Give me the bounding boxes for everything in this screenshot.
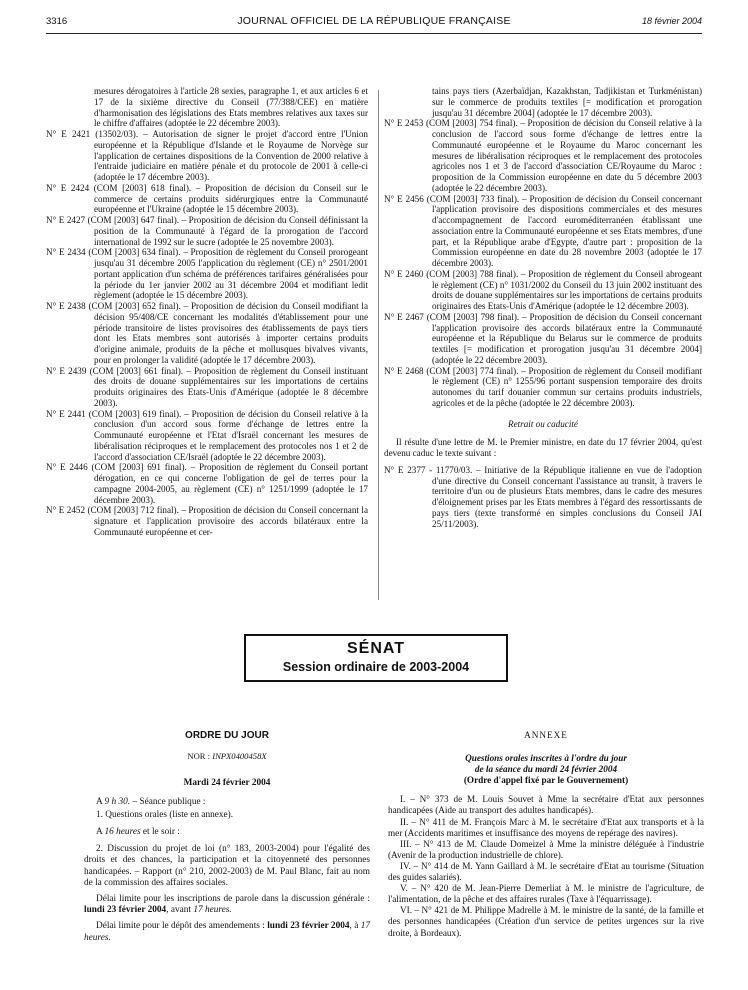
header-rule — [46, 33, 702, 34]
list-item: N° E 2439 (COM [2003] 661 final). – Proposition de règlement du Conseil instituant des droits de douane supplémentaires sur les importations de certains produits originaires des Etats-Unis d'Amérique (adoptée le 8 décembre 2003). — [46, 365, 368, 408]
list-item: N° E 2460 (COM [2003] 788 final). – Proposition de règlement du Conseil abrogeant le règlement (CE) n° 1031/2002 du Conseil du 13 juin 2002 instituant des droits de douane supplémentaires sur les importations de certains produits originaires des Etats-Unis d'Amérique (adoptée le 12 décembre 2003). — [384, 268, 702, 311]
ordre-du-jour — [84, 730, 370, 944]
session-day: Mardi 24 février 2004 — [183, 778, 271, 789]
list-item: N° E 2456 (COM [2003] 733 final). – Proposition de décision du Conseil concernant l'application provisoire des dispositions commerciales et des mesures d'accompagnement de l'accord euroméditerranéen établissant une association entre la Communauté européenne et ses Etats membres, d'une part, et la République arabe d'Egypte, d'autre part : proposition de la Commission européenne en date du 28 novembre 2003 (adoptée le 17 décembre 2003). — [384, 193, 702, 268]
retrait-intro: Il résulte d'une lettre de M. le Premier ministre, en date du 17 février 2004, qu'est devenu caduc le texte suivant : — [384, 437, 702, 458]
retrait-heading: Retrait ou caducité — [508, 418, 578, 429]
annexe-title: Questions orales inscrites à l'ordre du jour — [465, 753, 627, 764]
list-item: N° E 2452 (COM [2003] 712 final). – Proposition de décision du Conseil concernant la signature et l'application provisoire des accords bilatéraux entre la Communauté européenne et cer- — [46, 505, 368, 537]
list-item: N° E 2427 (COM [2003] 647 final). – Proposition de décision du Conseil définissant la position de la Communauté à l'égard de la prorogation de l'accord international de 1992 sur le sucre (adoptée le 25 novembre 2003). — [46, 215, 369, 247]
paragraph: 2. Discussion du projet de loi (n° 183, 2003-2004) pour l'égalité des droits et des chances, la participation et la citoyenneté des personnes handicapées. – Rapport (n° 210, 2002-2003) de M. Paul Blanc, fait au nom de la commission des affaires sociales. — [84, 844, 370, 888]
question-item: VI. – N° 421 de M. Philippe Madrelle à M. le ministre de la santé, de la famille et des personnes handicapées (Création d'un service de petites urgences sur la rive droite, à Bordeaux). — [388, 905, 704, 938]
list-item: N° E 2421 (13502/03). – Autorisation de signer le projet d'accord entre l'Union européenne et la République d'Islande et le Royaume de Norvège sur l'application de certaines dispositions de la Convention de 2000 relative à l'entraide judiciaire en matière pénale et du protocole de 2001 à celle-ci (adoptée le 17 décembre 2003). — [46, 129, 368, 182]
annexe-title-date: de la séance du mardi 24 février 2004 — [474, 764, 618, 775]
ordre-heading: ORDRE DU JOUR — [185, 730, 269, 741]
senat-title: SÉNAT — [346, 640, 406, 657]
retrait-entry: N° E 2377 - 11770/03. – Initiative de la République italienne en vue de l'adoption d'une directive du Conseil concernant l'assistance au transit, à travers le territoire d'un ou de plusieurs Etats membres, dans le cadre des mesures d'éloignement prises par les Etats membres à l'égard des ressortissants de pays tiers (texte transformé en simples conclusions du Conseil JAI 25/11/2003). — [384, 464, 702, 529]
list-item: N° E 2424 (COM [2003] 618 final). – Proposition de décision du Conseil sur le commerce de certains produits sidérurgiques entre la Communauté européenne et l'Ukraine (adoptée le 15 décembre 2003). — [46, 182, 368, 215]
journal-title: JOURNAL OFFICIEL DE LA RÉPUBLIQUE FRANÇAISE — [237, 15, 511, 27]
list-item: tains pays tiers (Azerbaïdjan, Kazakhstan, Tadjikistan et Turkménistan) sur le commerce de produits textiles [= modification et prorogation jusqu'au 31 décembre 2004] (adoptée le 17 décembre 2003). — [432, 86, 702, 118]
question-item: II. – N° 411 de M. François Marc à M. le secrétaire d'Etat aux transports et à la mer (Accidents maritimes et insuffisance des moyens de repérage des navires). — [388, 816, 704, 838]
nor-line: NOR : INPX0400458X — [187, 751, 267, 762]
senat-subtitle: Session ordinaire de 2003-2004 — [282, 660, 470, 674]
list-item: N° E 2453 (COM [2003] 754 final). – Proposition de décision du Conseil relative à la conclusion de l'accord sous forme d'échange de lettres entre la Communauté européenne et le Royaume du Maroc concernant les mesures de libéralisation réciproques et le remplacement des protocoles agricoles nos 1 et 3 de l'accord d'association CE/Royaume du Maroc : proposition de la Commission européenne en date du 5 décembre 2003 (adoptée le 22 décembre 2003). — [384, 118, 702, 193]
page-number: 3316 — [46, 16, 68, 27]
annexe — [388, 730, 704, 939]
question-item: IV. – N° 414 de M. Yann Gaillard à M. le secrétaire d'Etat au tourisme (Situation des guides salariés). — [388, 860, 704, 883]
list-item: N° E 2434 (COM [2003] 634 final). – Proposition de règlement du Conseil prorogeant jusqu'au 31 décembre 2005 l'application du règlement (CE) n° 2501/2001 portant application d'un schéma de préférences tarifaires généralisées pour la période du 1er janvier 2002 au 31 décembre 2004 et modifiant ledit règlement (adoptée le 15 décembre 2003). — [46, 247, 368, 301]
annexe-heading: ANNEXE — [524, 730, 568, 740]
top-left-column — [46, 86, 368, 538]
page-header — [46, 14, 702, 30]
paragraph: A 9 h 30. – Séance publique : — [96, 796, 206, 807]
list-item: N° E 2468 (COM [2003] 774 final). – Proposition de règlement du Conseil modifiant le règlement (CE) n° 1255/96 portant suspension temporaire des droits autonomes du tarif douanier commun sur certains produits industriels, agricoles et de la pêche (adoptée le 22 décembre 2003). — [384, 365, 702, 408]
list-item: N° E 2467 (COM [2003] 798 final). – Proposition de décision du Conseil concernant l'application provisoire des accords bilatéraux entre la Communauté européenne et la République du Belarus sur le commerce de produits textiles [= modification et prorogation jusqu'au 31 décembre 2004] (adoptée le 22 décembre 2003). — [384, 311, 702, 365]
paragraph: 1. Questions orales (liste en annexe). — [96, 809, 234, 820]
annexe-order-note: (Ordre d'appel fixé par le Gouvernement) — [463, 775, 629, 786]
list-item: N° E 2446 (COM [2003] 691 final). – Proposition de règlement du Conseil portant dérogation, en ce qui concerne l'obligation de gel de terres pour la campagne 2004-2005, au règlement (CE) n° 1251/1999 (adoptée le 17 décembre 2003). — [46, 462, 368, 505]
column-divider — [378, 90, 379, 600]
paragraph: A 16 heures et le soir : — [96, 827, 180, 838]
list-item: mesures dérogatoires à l'article 28 sexies, paragraphe 1, et aux articles 6 et 17 de la sixième directive du Conseil (77/388/CEE) en matière d'harmonisation des législations des Etats membres relatives aux taxes sur le chiffre d'affaires (adoptée le 22 décembre 2003). — [94, 86, 368, 129]
question-item: I. – N° 373 de M. Louis Souvet à Mme la secrétaire d'Etat aux personnes handicapées (Aide au transport des adultes handicapés). — [388, 794, 704, 816]
senat-banner — [244, 634, 508, 682]
list-item: N° E 2438 (COM [2003] 652 final). – Proposition de décision du Conseil modifiant la décision 95/408/CE concernant les modalités d'établissement pour une période transitoire de listes provisoires des établissements de pays tiers dont les Etats membres sont autorisés à importer certains produits d'origine animale, produits de la pêche et mollusques bivalves vivants, pour en prolonger la validité (adoptée le 17 décembre 2003). — [46, 301, 368, 365]
paragraph: Délai limite pour les inscriptions de parole dans la discussion générale : lundi 23 février 2004, avant 17 heures. — [84, 894, 370, 916]
top-right-column — [384, 86, 702, 529]
list-item: N° E 2441 (COM [2003] 619 final). – Proposition de décision du Conseil relative à la conclusion d'un accord sous forme d'échange de lettres entre la Communauté européenne et l'Etat d'Israël concernant les mesures de libéralisation réciproques et le remplacement des protocoles nos 1 et 2 de l'accord d'association CE/Israël (adoptée le 22 décembre 2003). — [46, 408, 368, 462]
issue-date: 18 février 2004 — [641, 16, 702, 26]
paragraph: Délai limite pour le dépôt des amendements : lundi 23 février 2004, à 17 heures. — [84, 921, 370, 943]
question-item: V. – N° 420 de M. Jean-Pierre Demerliat à M. le ministre de l'agriculture, de l'alimentation, de la pêche et des affaires rurales (Taxe à l'équarrissage). — [388, 883, 704, 905]
question-item: III. – N° 413 de M. Claude Domeizel à Mme la ministre déléguée à l'industrie (Avenir de la production industrielle de chlore). — [388, 838, 704, 860]
